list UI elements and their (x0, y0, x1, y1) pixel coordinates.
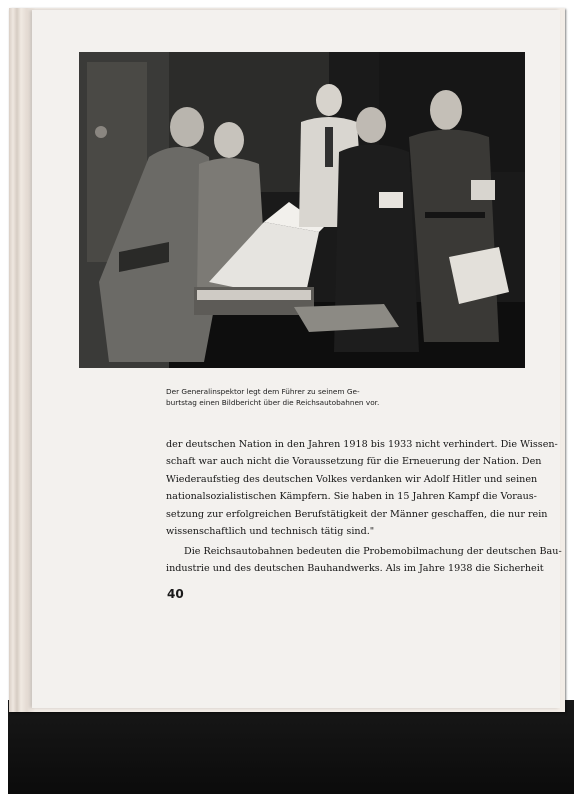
text-line: schaft war auch nicht die Voraussetzung für die Erneuerung der Nation. Den (166, 456, 542, 468)
page-number: 40 (167, 587, 184, 601)
text-line: setzung zur erfolgreichen Berufstätigkeit der Männer geschaffen, die nur rein (166, 508, 548, 520)
body-paragraph-2 (166, 543, 562, 578)
desk-background (8, 700, 574, 794)
photo-illustration (79, 52, 525, 368)
text-line: nationalsozialistischen Kämpfern. Sie haben in 15 Jahren Kampf die Voraus- (166, 491, 537, 503)
text-line: industrie und des deutschen Bauhandwerks. Als im Jahre 1938 die Sicherheit (166, 563, 544, 575)
photo-caption: Der Generalinspektor legt dem Führer zu seinem Ge- burtstag einen Bildbericht über die Reichsautobahnen vor. (166, 387, 380, 407)
body-paragraph-1 (166, 436, 558, 540)
photograph (79, 52, 525, 368)
text-line: Wiederaufstieg des deutschen Volkes verdanken wir Adolf Hitler und seinen (166, 473, 538, 485)
text-line: Die Reichsautobahnen bedeuten die Probemobilmachung der deutschen Bau- (184, 546, 562, 557)
text-line: der deutschen Nation in den Jahren 1918 bis 1933 nicht verhindert. Die Wissen- (166, 439, 558, 450)
text-line: wissenschaftlich und technisch tätig sind." (166, 526, 375, 538)
